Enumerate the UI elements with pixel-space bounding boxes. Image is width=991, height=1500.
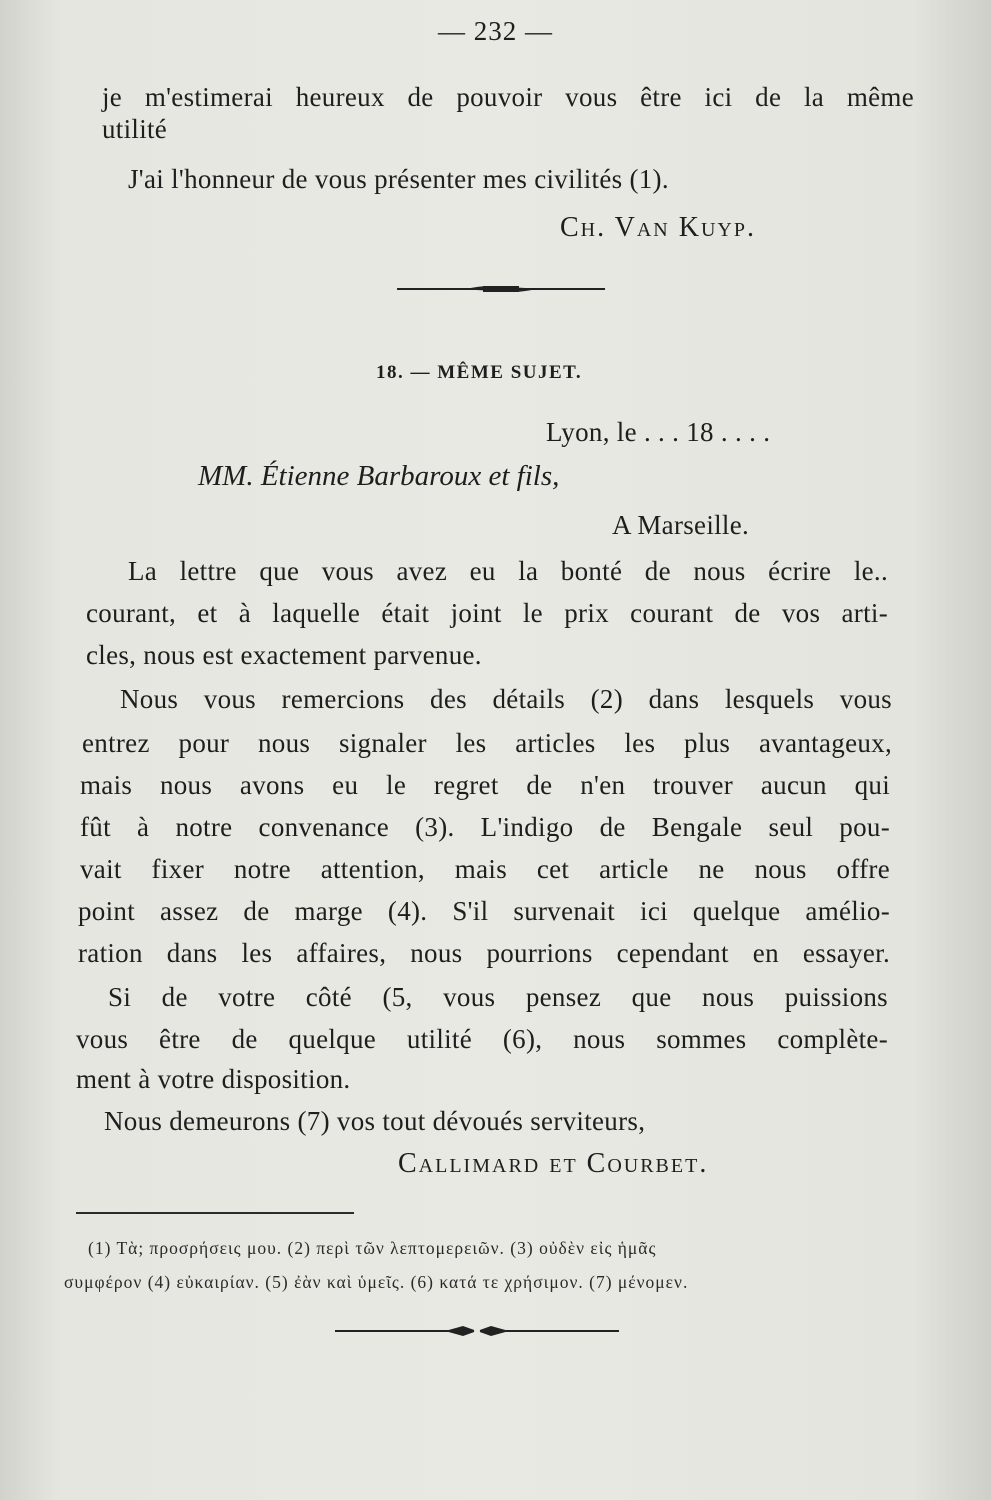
page-number: — 232 — xyxy=(438,16,553,46)
body-line: J'ai l'honneur de vous présenter mes civilités (1). xyxy=(128,164,669,194)
signature-callimard-courbet: Callimard et Courbet. xyxy=(398,1148,709,1179)
body-line: ment à votre disposition. xyxy=(76,1064,351,1094)
letter-heading: 18. — MÊME SUJET. xyxy=(376,362,583,383)
ornamental-divider xyxy=(333,1324,621,1338)
body-line: point assez de marge (4). S'il survenait ici quelque amélio- xyxy=(78,896,890,926)
body-line: vait fixer notre attention, mais cet article ne nous offre xyxy=(80,854,890,884)
body-line: Si de votre côté (5, vous pensez que nous puissions xyxy=(108,982,888,1012)
body-line: ration dans les affaires, nous pourrions cependant en essayer. xyxy=(78,938,890,968)
body-line: fût à notre convenance (3). L'indigo de Bengale seul pou- xyxy=(80,812,890,842)
ornamental-divider xyxy=(395,282,607,296)
body-line: courant, et à laquelle était joint le prix courant de vos arti- xyxy=(86,598,888,628)
footnote-line: (1) Τὰ; προσρήσεις μου. (2) περὶ τῶν λεπτομερειῶν. (3) οὐδὲν εἰς ἡμᾶς xyxy=(88,1238,657,1258)
body-line: entrez pour nous signaler les articles les plus avantageux, xyxy=(82,728,892,758)
destination-place: A Marseille. xyxy=(612,510,750,540)
signature-van-kuyp: Ch. Van Kuyp. xyxy=(560,212,756,243)
body-line: La lettre que vous avez eu la bonté de nous écrire le.. xyxy=(128,556,888,586)
addressee: MM. Étienne Barbaroux et fils, xyxy=(198,460,560,492)
body-line: mais nous avons eu le regret de n'en trouver aucun qui xyxy=(80,770,890,800)
body-line: utilité xyxy=(102,114,168,144)
dateline: Lyon, le . . . 18 . . . . xyxy=(546,417,771,447)
body-line: je m'estimerai heureux de pouvoir vous être ici de la même xyxy=(102,82,914,112)
body-line: cles, nous est exactement parvenue. xyxy=(86,640,482,670)
body-line: vous être de quelque utilité (6), nous sommes complète- xyxy=(76,1024,888,1054)
footnote-line: συμφέρον (4) εὐκαιρίαν. (5) ἐὰν καὶ ὑμεῖς. (6) κατά τε χρήσιμον. (7) μένομεν. xyxy=(64,1272,689,1292)
footnote-rule xyxy=(76,1212,354,1214)
body-line: Nous vous remercions des détails (2) dans lesquels vous xyxy=(120,684,892,714)
body-line: Nous demeurons (7) vos tout dévoués serviteurs, xyxy=(104,1106,646,1136)
